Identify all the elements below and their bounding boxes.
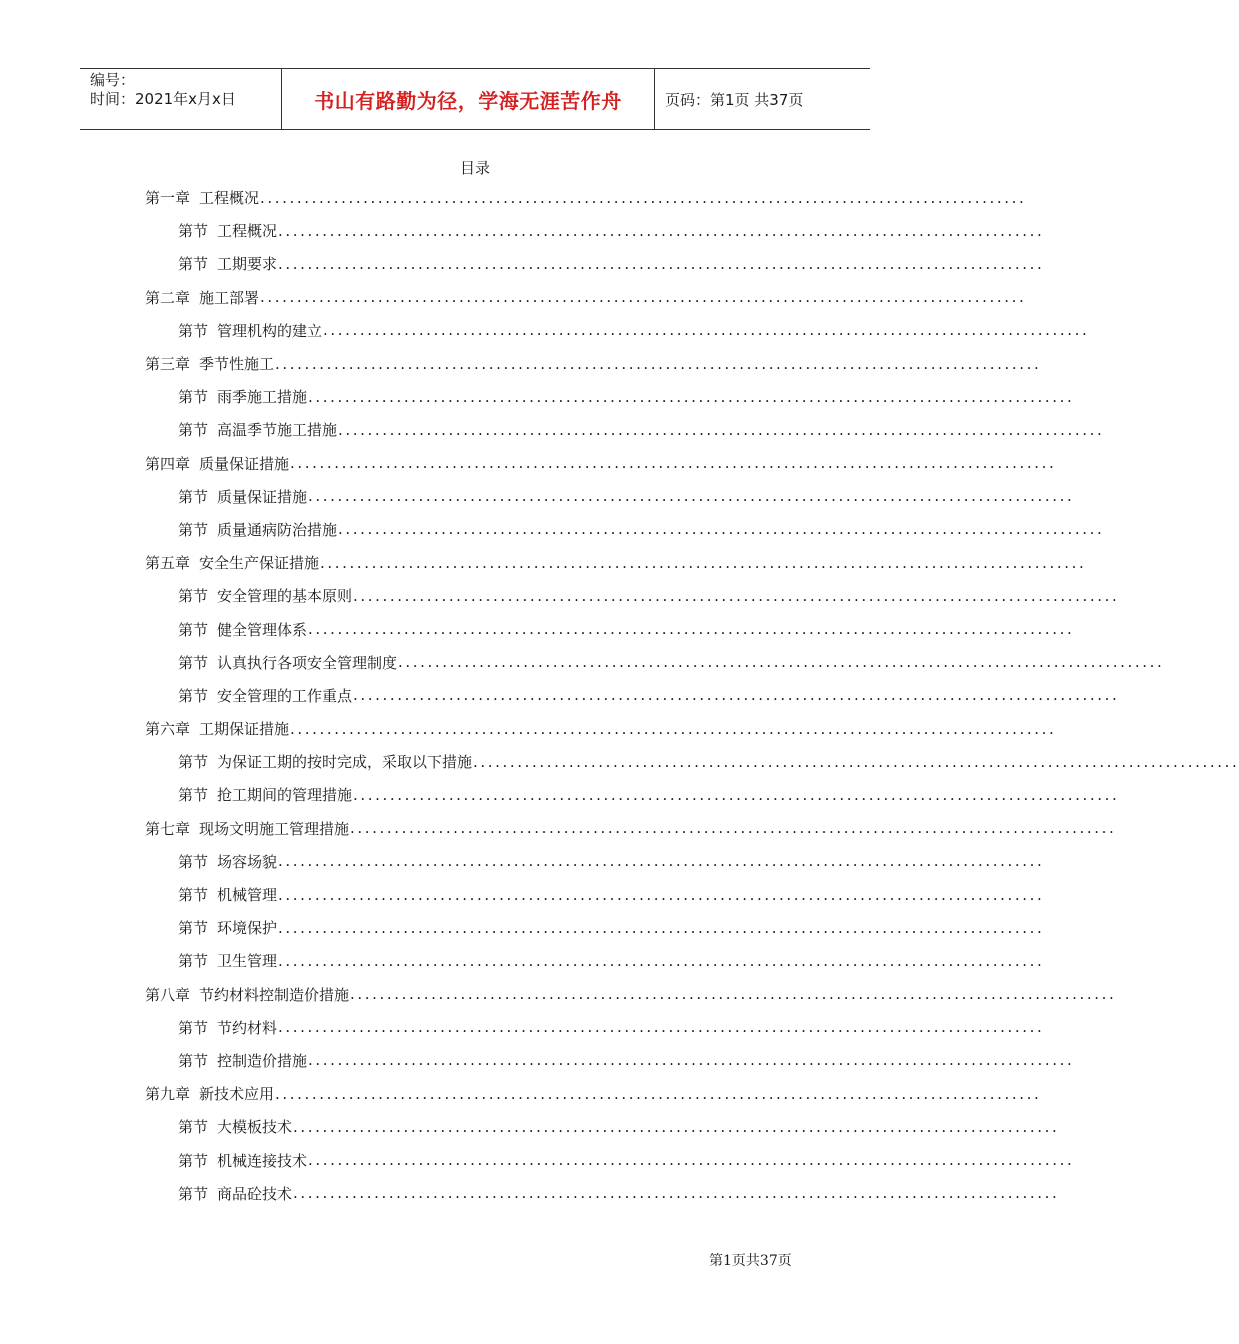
toc-dot-leader: ........................................................................................................ [338,420,1105,439]
header-page-info: 页码：第1页 共37页 [665,90,804,109]
toc-entry-number: 第二章 [145,288,191,307]
toc-entry-title: 工程概况 [217,222,278,241]
toc-entry-number: 第节 [178,222,209,241]
toc-section-entry[interactable] [145,778,1120,811]
toc-entry-title: 抢工期间的管理措施 [217,786,353,805]
toc-entry-number: 第节 [178,1151,209,1170]
table-of-contents [145,181,1239,1210]
toc-entry-title: 施工部署 [199,288,260,307]
toc-dot-leader: ........................................................................................................ [260,188,1027,207]
toc-entry-number: 第节 [178,686,209,705]
toc-dot-leader: ........................................................................................................ [293,1117,1060,1136]
toc-entry-title: 现场文明施工管理措施 [199,819,350,838]
toc-entry-title: 工程概况 [199,189,260,208]
toc-dot-leader: ........................................................................................................ [308,620,1075,639]
toc-section-entry[interactable] [145,413,1105,446]
toc-section-entry[interactable] [145,845,1045,878]
toc-dot-leader: ........................................................................................................ [278,918,1045,937]
toc-entry-number: 第节 [178,653,209,672]
toc-dot-leader: ........................................................................................................ [293,1184,1060,1203]
toc-dot-leader: ........................................................................................................ [278,951,1045,970]
toc-entry-title: 环境保护 [217,919,278,938]
toc-dot-leader: ........................................................................................................ [353,686,1120,705]
toc-section-entry[interactable] [145,646,1165,679]
toc-dot-leader: ........................................................................................................ [275,1084,1042,1103]
toc-entry-number: 第一章 [145,189,191,208]
toc-entry-title: 安全管理的基本原则 [217,587,353,606]
toc-dot-leader: ........................................................................................................ [353,586,1120,605]
toc-entry-title: 机械连接技术 [217,1151,308,1170]
toc-entry-title: 控制造价措施 [217,1051,308,1070]
toc-entry-title: 卫生管理 [217,952,278,971]
toc-chapter-entry[interactable] [145,281,1027,314]
toc-dot-leader: ........................................................................................................ [350,985,1117,1004]
toc-entry-title: 机械管理 [217,886,278,905]
toc-dot-leader: ........................................................................................................ [260,288,1027,307]
toc-dot-leader: ........................................................................................................ [308,1051,1075,1070]
toc-entry-title: 质量通病防治措施 [217,520,338,539]
toc-chapter-entry[interactable] [145,447,1057,480]
toc-entry-title: 雨季施工措施 [217,388,308,407]
toc-section-entry[interactable] [145,1110,1060,1143]
toc-entry-number: 第节 [178,1118,209,1137]
toc-entry-number: 第节 [178,919,209,938]
toc-entry-number: 第节 [178,620,209,639]
toc-entry-title: 管理机构的建立 [217,321,323,340]
toc-chapter-entry[interactable] [145,181,1027,214]
toc-section-entry[interactable] [145,1044,1075,1077]
toc-section-entry[interactable] [145,579,1120,612]
toc-dot-leader: ........................................................................................................ [320,553,1087,572]
document-time-label: 时间：2021年x月x日 [90,90,236,108]
toc-section-entry[interactable] [145,480,1075,513]
toc-entry-number: 第节 [178,753,209,772]
toc-entry-number: 第节 [178,321,209,340]
toc-dot-leader: ........................................................................................................ [278,221,1045,240]
toc-entry-number: 第八章 [145,985,191,1004]
toc-dot-leader: ........................................................................................................ [308,487,1075,506]
toc-section-entry[interactable] [145,513,1105,546]
toc-entry-number: 第节 [178,1051,209,1070]
toc-entry-number: 第节 [178,587,209,606]
header-meta-cell [80,69,282,129]
toc-entry-number: 第节 [178,421,209,440]
footer-page-info: 第1页共37页 [709,1253,792,1269]
toc-dot-leader: ........................................................................................................ [275,354,1042,373]
toc-entry-number: 第节 [178,786,209,805]
toc-dot-leader: ........................................................................................................ [308,1151,1075,1170]
toc-entry-number: 第四章 [145,454,191,473]
toc-section-entry[interactable] [145,380,1075,413]
document-number-label: 编号： [90,71,136,89]
toc-dot-leader: ........................................................................................................ [323,321,1090,340]
toc-section-entry[interactable] [145,911,1045,944]
toc-section-entry[interactable] [145,214,1045,247]
toc-section-entry[interactable] [145,1177,1060,1210]
toc-chapter-entry[interactable] [145,712,1057,745]
toc-entry-number: 第节 [178,1018,209,1037]
toc-dot-leader: ........................................................................................................ [290,719,1057,738]
toc-chapter-entry[interactable] [145,978,1117,1011]
toc-entry-title: 场容场貌 [217,852,278,871]
toc-entry-number: 第节 [178,520,209,539]
toc-section-entry[interactable] [145,612,1075,645]
toc-entry-title: 认真执行各项安全管理制度 [217,653,398,672]
toc-dot-leader: ........................................................................................................ [278,852,1045,871]
toc-entry-title: 高温季节施工措施 [217,421,338,440]
toc-entry-title: 节约材料 [217,1018,278,1037]
toc-section-entry[interactable] [145,679,1120,712]
toc-dot-leader: ........................................................................................................ [338,520,1105,539]
toc-title: 目录 [459,159,490,177]
toc-entry-title: 质量保证措施 [217,487,308,506]
toc-entry-number: 第节 [178,1184,209,1203]
toc-entry-title: 大模板技术 [217,1118,293,1137]
toc-entry-title: 季节性施工 [199,355,275,374]
toc-section-entry[interactable] [145,1143,1075,1176]
toc-dot-leader: ........................................................................................................ [278,885,1045,904]
toc-dot-leader: ........................................................................................................ [473,752,1239,771]
toc-entry-number: 第节 [178,255,209,274]
toc-entry-number: 第节 [178,487,209,506]
toc-chapter-entry[interactable] [145,1077,1042,1110]
toc-entry-number: 第节 [178,852,209,871]
toc-entry-title: 为保证工期的按时完成，采取以下措施 [217,753,473,772]
toc-chapter-entry[interactable] [145,546,1087,579]
toc-dot-leader: ........................................................................................................ [350,819,1117,838]
toc-section-entry[interactable] [145,944,1045,977]
toc-dot-leader: ........................................................................................................ [290,454,1057,473]
toc-entry-title: 新技术应用 [199,1085,275,1104]
toc-chapter-entry[interactable] [145,347,1042,380]
toc-chapter-entry[interactable] [145,812,1117,845]
toc-entry-number: 第七章 [145,819,191,838]
toc-dot-leader: ........................................................................................................ [278,254,1045,273]
toc-entry-title: 质量保证措施 [199,454,290,473]
toc-entry-title: 节约材料控制造价措施 [199,985,350,1004]
document-header [80,68,870,130]
header-page-cell [655,69,870,129]
toc-entry-title: 商品砼技术 [217,1184,293,1203]
toc-entry-number: 第九章 [145,1085,191,1104]
toc-entry-number: 第节 [178,886,209,905]
toc-dot-leader: ........................................................................................................ [398,653,1165,672]
toc-section-entry[interactable] [145,878,1045,911]
toc-dot-leader: ........................................................................................................ [353,785,1120,804]
toc-entry-title: 安全管理的工作重点 [217,686,353,705]
toc-entry-number: 第节 [178,388,209,407]
toc-entry-number: 第六章 [145,720,191,739]
toc-entry-number: 第节 [178,952,209,971]
toc-section-entry[interactable] [145,314,1090,347]
toc-dot-leader: ........................................................................................................ [308,387,1075,406]
toc-entry-number: 第三章 [145,355,191,374]
toc-entry-title: 工期要求 [217,255,278,274]
toc-dot-leader: ........................................................................................................ [278,1018,1045,1037]
header-motto: 书山有路勤为径，学海无涯苦作舟 [314,88,622,113]
toc-entry-number: 第五章 [145,554,191,573]
toc-section-entry[interactable] [145,247,1045,280]
toc-entry-title: 工期保证措施 [199,720,290,739]
toc-entry-title: 安全生产保证措施 [199,554,320,573]
toc-entry-title: 健全管理体系 [217,620,308,639]
toc-section-entry[interactable] [145,1011,1045,1044]
toc-section-entry[interactable] [145,745,1239,778]
header-motto-cell [282,69,655,129]
